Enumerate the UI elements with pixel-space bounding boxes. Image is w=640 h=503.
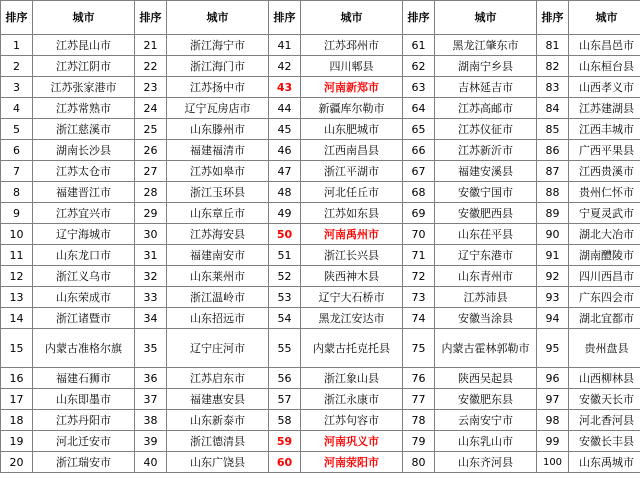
rank-cell: 84 — [537, 98, 569, 119]
city-cell: 江苏扬中市 — [167, 77, 269, 98]
city-cell: 辽宁大石桥市 — [301, 287, 403, 308]
header-city: 城市 — [301, 1, 403, 35]
rank-cell: 62 — [403, 56, 435, 77]
table-row — [1, 203, 640, 224]
city-cell: 江苏宜兴市 — [33, 203, 135, 224]
rank-cell: 37 — [135, 389, 167, 410]
rank-cell: 33 — [135, 287, 167, 308]
table-row — [1, 119, 640, 140]
city-cell: 山东荣成市 — [33, 287, 135, 308]
rank-cell: 53 — [269, 287, 301, 308]
city-cell: 山东昌邑市 — [569, 35, 640, 56]
header-city: 城市 — [33, 1, 135, 35]
table-row — [1, 329, 640, 368]
city-cell: 陕西吴起县 — [435, 368, 537, 389]
city-cell: 内蒙古托克托县 — [301, 329, 403, 368]
city-cell: 黑龙江安达市 — [301, 308, 403, 329]
rank-cell: 70 — [403, 224, 435, 245]
table-row — [1, 452, 640, 473]
rank-cell: 65 — [403, 119, 435, 140]
rank-cell: 12 — [1, 266, 33, 287]
city-cell: 山东莱州市 — [167, 266, 269, 287]
city-cell: 浙江永康市 — [301, 389, 403, 410]
rank-cell: 42 — [269, 56, 301, 77]
rank-cell: 17 — [1, 389, 33, 410]
city-cell: 湖南长沙县 — [33, 140, 135, 161]
city-cell: 山东龙口市 — [33, 245, 135, 266]
rank-cell: 30 — [135, 224, 167, 245]
city-cell: 山东肥城市 — [301, 119, 403, 140]
header-row — [1, 1, 640, 35]
table-row — [1, 182, 640, 203]
rank-cell: 68 — [403, 182, 435, 203]
table-row — [1, 410, 640, 431]
rank-cell: 96 — [537, 368, 569, 389]
rank-cell: 31 — [135, 245, 167, 266]
rank-cell: 44 — [269, 98, 301, 119]
city-cell: 贵州盘县 — [569, 329, 640, 368]
rank-cell: 83 — [537, 77, 569, 98]
city-cell: 江苏昆山市 — [33, 35, 135, 56]
city-cell: 山东广饶县 — [167, 452, 269, 473]
rank-cell: 10 — [1, 224, 33, 245]
city-cell: 广东四会市 — [569, 287, 640, 308]
rank-cell: 60 — [269, 452, 301, 473]
city-cell: 江苏仪征市 — [435, 119, 537, 140]
rank-cell: 55 — [269, 329, 301, 368]
city-cell: 河北香河县 — [569, 410, 640, 431]
rank-cell: 23 — [135, 77, 167, 98]
city-cell: 浙江长兴县 — [301, 245, 403, 266]
city-cell: 内蒙古准格尔旗 — [33, 329, 135, 368]
rank-cell: 85 — [537, 119, 569, 140]
rank-cell: 41 — [269, 35, 301, 56]
city-cell: 浙江象山县 — [301, 368, 403, 389]
rank-cell: 18 — [1, 410, 33, 431]
city-cell: 江西南昌县 — [301, 140, 403, 161]
rank-cell: 75 — [403, 329, 435, 368]
city-cell: 浙江瑞安市 — [33, 452, 135, 473]
city-cell: 江苏如皋市 — [167, 161, 269, 182]
city-cell: 江西贵溪市 — [569, 161, 640, 182]
rank-cell: 15 — [1, 329, 33, 368]
city-cell: 黑龙江肇东市 — [435, 35, 537, 56]
city-cell: 湖南宁乡县 — [435, 56, 537, 77]
city-cell: 山东乳山市 — [435, 431, 537, 452]
header-rank: 排序 — [269, 1, 301, 35]
city-cell: 江苏启东市 — [167, 368, 269, 389]
city-cell: 浙江温岭市 — [167, 287, 269, 308]
city-cell: 广西平果县 — [569, 140, 640, 161]
city-cell: 江苏句容市 — [301, 410, 403, 431]
rank-cell: 51 — [269, 245, 301, 266]
rank-cell: 27 — [135, 161, 167, 182]
rank-cell: 22 — [135, 56, 167, 77]
city-cell: 山东茌平县 — [435, 224, 537, 245]
rank-cell: 38 — [135, 410, 167, 431]
city-cell: 四川西昌市 — [569, 266, 640, 287]
rank-cell: 57 — [269, 389, 301, 410]
city-cell: 河南禹州市 — [301, 224, 403, 245]
rank-cell: 4 — [1, 98, 33, 119]
rank-cell: 7 — [1, 161, 33, 182]
rank-cell: 81 — [537, 35, 569, 56]
city-cell: 山东即墨市 — [33, 389, 135, 410]
city-cell: 山东章丘市 — [167, 203, 269, 224]
city-cell: 辽宁东港市 — [435, 245, 537, 266]
rank-cell: 88 — [537, 182, 569, 203]
table-row — [1, 140, 640, 161]
header-city: 城市 — [435, 1, 537, 35]
city-cell: 江苏建湖县 — [569, 98, 640, 119]
city-cell: 江苏沛县 — [435, 287, 537, 308]
rank-cell: 54 — [269, 308, 301, 329]
city-cell: 浙江海门市 — [167, 56, 269, 77]
rank-cell: 86 — [537, 140, 569, 161]
city-cell: 江苏丹阳市 — [33, 410, 135, 431]
rank-cell: 32 — [135, 266, 167, 287]
rank-cell: 1 — [1, 35, 33, 56]
rank-cell: 71 — [403, 245, 435, 266]
city-cell: 浙江玉环县 — [167, 182, 269, 203]
table-body — [1, 35, 640, 473]
city-cell: 山西柳林县 — [569, 368, 640, 389]
city-cell: 云南安宁市 — [435, 410, 537, 431]
rank-cell: 13 — [1, 287, 33, 308]
city-cell: 内蒙古霍林郭勒市 — [435, 329, 537, 368]
rank-cell: 21 — [135, 35, 167, 56]
rank-cell: 97 — [537, 389, 569, 410]
rank-cell: 93 — [537, 287, 569, 308]
city-cell: 浙江义乌市 — [33, 266, 135, 287]
rank-cell: 99 — [537, 431, 569, 452]
rank-cell: 74 — [403, 308, 435, 329]
city-cell: 江苏高邮市 — [435, 98, 537, 119]
rank-cell: 9 — [1, 203, 33, 224]
rank-cell: 98 — [537, 410, 569, 431]
city-cell: 江苏邳州市 — [301, 35, 403, 56]
rank-cell: 91 — [537, 245, 569, 266]
rank-cell: 94 — [537, 308, 569, 329]
city-cell: 山东齐河县 — [435, 452, 537, 473]
rank-cell: 47 — [269, 161, 301, 182]
rank-cell: 87 — [537, 161, 569, 182]
rank-cell: 11 — [1, 245, 33, 266]
city-cell: 福建石狮市 — [33, 368, 135, 389]
header-rank: 排序 — [1, 1, 33, 35]
table-row — [1, 308, 640, 329]
rank-cell: 20 — [1, 452, 33, 473]
city-cell: 山东桓台县 — [569, 56, 640, 77]
table-row — [1, 245, 640, 266]
rank-cell: 6 — [1, 140, 33, 161]
rank-cell: 56 — [269, 368, 301, 389]
city-cell: 福建安溪县 — [435, 161, 537, 182]
rank-cell: 24 — [135, 98, 167, 119]
rank-cell: 89 — [537, 203, 569, 224]
city-cell: 浙江平湖市 — [301, 161, 403, 182]
rank-cell: 29 — [135, 203, 167, 224]
city-cell: 湖北大冶市 — [569, 224, 640, 245]
rank-cell: 72 — [403, 266, 435, 287]
city-cell: 安徽当涂县 — [435, 308, 537, 329]
rank-cell: 5 — [1, 119, 33, 140]
table-row — [1, 35, 640, 56]
city-cell: 浙江德清县 — [167, 431, 269, 452]
city-cell: 山东禹城市 — [569, 452, 640, 473]
city-cell: 河南新郑市 — [301, 77, 403, 98]
city-cell: 河北迁安市 — [33, 431, 135, 452]
city-cell: 山东招远市 — [167, 308, 269, 329]
rank-cell: 19 — [1, 431, 33, 452]
header-rank: 排序 — [403, 1, 435, 35]
rank-cell: 14 — [1, 308, 33, 329]
header-city: 城市 — [167, 1, 269, 35]
city-cell: 宁夏灵武市 — [569, 203, 640, 224]
rank-cell: 76 — [403, 368, 435, 389]
rank-cell: 28 — [135, 182, 167, 203]
table-row — [1, 389, 640, 410]
rank-cell: 16 — [1, 368, 33, 389]
table-row — [1, 98, 640, 119]
rank-cell: 73 — [403, 287, 435, 308]
city-cell: 山东滕州市 — [167, 119, 269, 140]
city-cell: 浙江海宁市 — [167, 35, 269, 56]
table-row — [1, 77, 640, 98]
rank-cell: 67 — [403, 161, 435, 182]
rank-cell: 95 — [537, 329, 569, 368]
rank-cell: 82 — [537, 56, 569, 77]
city-cell: 安徽天长市 — [569, 389, 640, 410]
rank-cell: 69 — [403, 203, 435, 224]
rank-cell: 25 — [135, 119, 167, 140]
city-cell: 福建南安市 — [167, 245, 269, 266]
city-cell: 安徽肥西县 — [435, 203, 537, 224]
city-cell: 福建晋江市 — [33, 182, 135, 203]
city-cell: 辽宁庄河市 — [167, 329, 269, 368]
rank-cell: 61 — [403, 35, 435, 56]
city-cell: 河南荥阳市 — [301, 452, 403, 473]
city-cell: 陕西神木县 — [301, 266, 403, 287]
table-row — [1, 368, 640, 389]
city-cell: 江苏太仓市 — [33, 161, 135, 182]
city-cell: 福建福清市 — [167, 140, 269, 161]
city-cell: 江苏张家港市 — [33, 77, 135, 98]
city-cell: 山东青州市 — [435, 266, 537, 287]
rank-cell: 59 — [269, 431, 301, 452]
city-cell: 浙江诸暨市 — [33, 308, 135, 329]
city-cell: 河南巩义市 — [301, 431, 403, 452]
header-rank: 排序 — [135, 1, 167, 35]
rank-cell: 90 — [537, 224, 569, 245]
table-row — [1, 56, 640, 77]
city-cell: 安徽宁国市 — [435, 182, 537, 203]
city-cell: 贵州仁怀市 — [569, 182, 640, 203]
rank-cell: 2 — [1, 56, 33, 77]
rank-cell: 80 — [403, 452, 435, 473]
city-cell: 湖南醴陵市 — [569, 245, 640, 266]
rank-cell: 8 — [1, 182, 33, 203]
rank-cell: 78 — [403, 410, 435, 431]
rank-cell: 48 — [269, 182, 301, 203]
rank-cell: 100 — [537, 452, 569, 473]
city-cell: 湖北宜都市 — [569, 308, 640, 329]
table-row — [1, 224, 640, 245]
city-cell: 江苏海安县 — [167, 224, 269, 245]
header-rank: 排序 — [537, 1, 569, 35]
city-cell: 江苏江阴市 — [33, 56, 135, 77]
city-cell: 江苏新沂市 — [435, 140, 537, 161]
city-cell: 江苏如东县 — [301, 203, 403, 224]
city-cell: 四川郫县 — [301, 56, 403, 77]
city-cell: 浙江慈溪市 — [33, 119, 135, 140]
rank-cell: 77 — [403, 389, 435, 410]
city-cell: 江苏常熟市 — [33, 98, 135, 119]
rank-cell: 63 — [403, 77, 435, 98]
rank-cell: 49 — [269, 203, 301, 224]
city-cell: 河北任丘市 — [301, 182, 403, 203]
table-row — [1, 161, 640, 182]
rank-cell: 35 — [135, 329, 167, 368]
table-row — [1, 287, 640, 308]
rank-cell: 43 — [269, 77, 301, 98]
city-cell: 福建惠安县 — [167, 389, 269, 410]
rank-cell: 58 — [269, 410, 301, 431]
city-cell: 吉林延吉市 — [435, 77, 537, 98]
rank-cell: 39 — [135, 431, 167, 452]
rank-cell: 50 — [269, 224, 301, 245]
city-cell: 安徽肥东县 — [435, 389, 537, 410]
city-cell: 辽宁海城市 — [33, 224, 135, 245]
rank-cell: 79 — [403, 431, 435, 452]
rank-cell: 52 — [269, 266, 301, 287]
city-cell: 辽宁瓦房店市 — [167, 98, 269, 119]
rank-cell: 34 — [135, 308, 167, 329]
rank-cell: 45 — [269, 119, 301, 140]
header-city: 城市 — [569, 1, 640, 35]
city-cell: 山西孝义市 — [569, 77, 640, 98]
rank-cell: 36 — [135, 368, 167, 389]
rank-cell: 46 — [269, 140, 301, 161]
city-cell: 新疆库尔勒市 — [301, 98, 403, 119]
table-row — [1, 266, 640, 287]
rank-cell: 64 — [403, 98, 435, 119]
rank-cell: 3 — [1, 77, 33, 98]
rank-cell: 40 — [135, 452, 167, 473]
city-cell: 江西丰城市 — [569, 119, 640, 140]
rank-cell: 92 — [537, 266, 569, 287]
rank-cell: 26 — [135, 140, 167, 161]
table-row — [1, 431, 640, 452]
rank-cell: 66 — [403, 140, 435, 161]
city-cell: 山东新泰市 — [167, 410, 269, 431]
city-cell: 安徽长丰县 — [569, 431, 640, 452]
